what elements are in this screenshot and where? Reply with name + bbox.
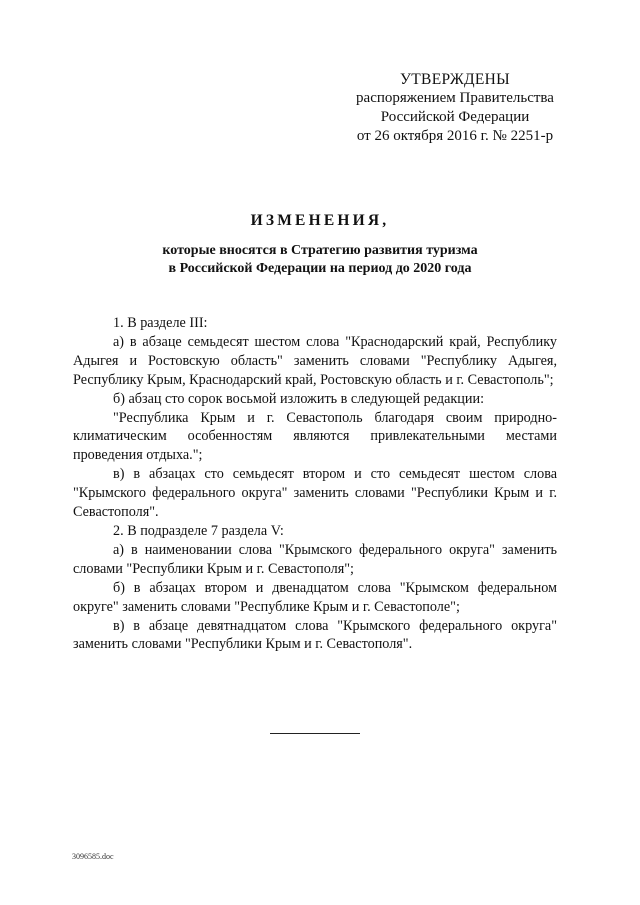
paragraph-section-5: 2. В подразделе 7 раздела V: bbox=[113, 522, 284, 539]
closing-divider bbox=[270, 733, 360, 734]
approval-line-2: Российской Федерации bbox=[380, 109, 530, 125]
document-title: ИЗМЕНЕНИЯ, bbox=[250, 212, 390, 229]
document-subtitle bbox=[60, 242, 580, 278]
paragraph-5v: в) в абзаце девятнадцатом слова "Крымского федерального округа" заменить словами "Республики Крым и г. Севастополя". bbox=[73, 617, 557, 653]
paragraph-5b: б) в абзацах втором и двенадцатом слова "Крымском федеральном округе" заменить словами "Республике Крым и г. Севастополе"; bbox=[73, 579, 557, 615]
document-code: 3096585.doc bbox=[72, 852, 114, 861]
document-body bbox=[73, 314, 557, 654]
paragraph-3b-quote: "Республика Крым и г. Севастополь благодаря своим природно-климатическим особенностям являются привлекательными местами проведения отдыха."; bbox=[73, 409, 557, 464]
approval-block bbox=[340, 70, 570, 146]
subtitle-line-1: которые вносятся в Стратегию развития туризма bbox=[162, 243, 478, 258]
approval-line-1: распоряжением Правительства bbox=[356, 90, 554, 106]
paragraph-section-3: 1. В разделе III: bbox=[113, 315, 208, 331]
paragraph-3v: в) в абзацах сто семьдесят втором и сто семьдесят шестом слова "Крымского федерального округа" заменить словами "Республики Крым и г. Севастополя". bbox=[73, 466, 557, 521]
paragraph-3a: а) в абзаце семьдесят шестом слова "Краснодарский край, Республику Адыгея и Ростовскую область" заменить словами "Республику Адыгея, Республику Крым, Краснодарский край, Ростовскую область и г. Севастополь"; bbox=[73, 333, 557, 388]
subtitle-line-2: в Российской Федерации на период до 2020 года bbox=[168, 261, 472, 276]
approval-line-3: от 26 октября 2016 г. № 2251-р bbox=[356, 128, 554, 144]
approval-heading: УТВЕРЖДЕНЫ bbox=[400, 71, 510, 88]
paragraph-5a: а) в наименовании слова "Крымского федерального округа" заменить словами "Республики Крым и г. Севастополя"; bbox=[73, 541, 557, 577]
paragraph-3b: б) абзац сто сорок восьмой изложить в следующей редакции: bbox=[113, 390, 485, 407]
